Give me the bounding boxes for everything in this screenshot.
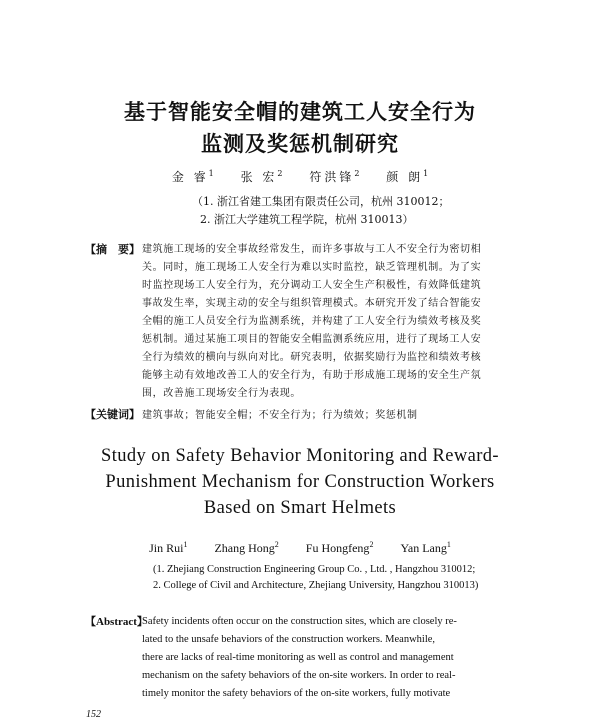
- cn-abstract-line: 围，改善施工现场安全行为表现。: [142, 388, 301, 399]
- cn-keywords: 建筑事故；智能安全帽；不安全行为；行为绩效；奖惩机制: [142, 410, 418, 421]
- cn-author: 符洪锋$^2$: [309, 169, 360, 184]
- en-abstract-line: timely monitor the safety behaviors of the on-site workers, fully motivate: [142, 688, 451, 699]
- cn-abstract-line: 能够主动有效地改善工人的安全行为，有助于形成施工现场的安全生产氛: [142, 370, 482, 381]
- en-title-line-2: Punishment Mechanism for Construction Workers: [105, 472, 495, 492]
- cn-abstract-line: 全帽的施工人员安全行为监测系统，并构建了工人安全行为绩效考核及奖: [142, 316, 482, 327]
- cn-abstract-line: 建筑施工现场的安全事故经常发生，而许多事故与工人不安全行为密切相: [142, 244, 482, 255]
- cn-abstract-body: [142, 241, 504, 403]
- en-author: Jin Rui$^1$: [149, 540, 188, 555]
- cn-title-line-1: 基于智能安全帽的建筑工人安全行为: [124, 99, 476, 124]
- cn-keywords-label: 【关键词】: [85, 408, 140, 421]
- cn-abstract-label: 【摘 要】: [85, 243, 140, 256]
- en-affiliation-1: (1. Zhejiang Construction Engineering Group Co. , Ltd. , Hangzhou 310012;: [153, 564, 476, 575]
- en-affiliation-2: 2. College of Civil and Architecture, Zhejiang University, Hangzhou 310013): [153, 580, 479, 591]
- cn-author: 颜 朗$^1$: [386, 169, 429, 184]
- cn-author-list: [0, 168, 600, 185]
- page-number: 152: [86, 709, 101, 720]
- cn-author: 金 睿$^1$: [171, 169, 214, 184]
- en-author: Zhang Hong$^2$: [214, 540, 279, 555]
- cn-title-line-2: 监测及奖惩机制研究: [201, 131, 399, 156]
- en-abstract-line: mechanism on the safety behaviors of the on-site workers. In order to real-: [142, 670, 456, 681]
- cn-abstract-line: 关。同时，施工现场工人安全行为难以实时监控，缺乏管理机制。为了实: [142, 262, 482, 273]
- en-abstract-line: lated to the unsafe behaviors of the construction workers. Meanwhile,: [142, 634, 436, 645]
- cn-affiliation-1: （1. 浙江省建工集团有限责任公司，杭州 310012；: [192, 195, 450, 208]
- en-abstract-label: 【Abstract】: [85, 616, 148, 628]
- en-abstract-line: there are lacks of real-time monitoring as well as control and management: [142, 652, 454, 663]
- cn-affiliation-2: 2. 浙江大学建筑工程学院，杭州 310013）: [200, 213, 414, 226]
- en-title-line-1: Study on Safety Behavior Monitoring and Reward-: [101, 446, 499, 466]
- cn-abstract-line: 全行为绩效的横向与纵向对比。研究表明，依据奖励行为监控和绩效考核: [142, 352, 482, 363]
- en-abstract-line: Safety incidents often occur on the construction sites, which are closely re-: [142, 616, 457, 627]
- cn-author: 张 宏$^2$: [240, 169, 283, 184]
- cn-abstract-line: 时监控现场工人安全行为，充分调动工人安全生产积极性，有效降低建筑: [142, 280, 482, 291]
- en-author: Fu Hongfeng$^2$: [305, 540, 374, 555]
- en-abstract-body: [142, 613, 504, 703]
- cn-abstract-line: 事故发生率，实现主动的安全与组织管理模式。本研究开发了结合智能安: [142, 298, 482, 309]
- cn-abstract-line: 惩机制。通过某施工项目的智能安全帽监测系统应用，进行了现场工人安: [142, 334, 482, 345]
- en-author: Yan Lang$^1$: [400, 540, 451, 555]
- en-author-list: [0, 540, 600, 556]
- en-title-line-3: Based on Smart Helmets: [203, 498, 397, 518]
